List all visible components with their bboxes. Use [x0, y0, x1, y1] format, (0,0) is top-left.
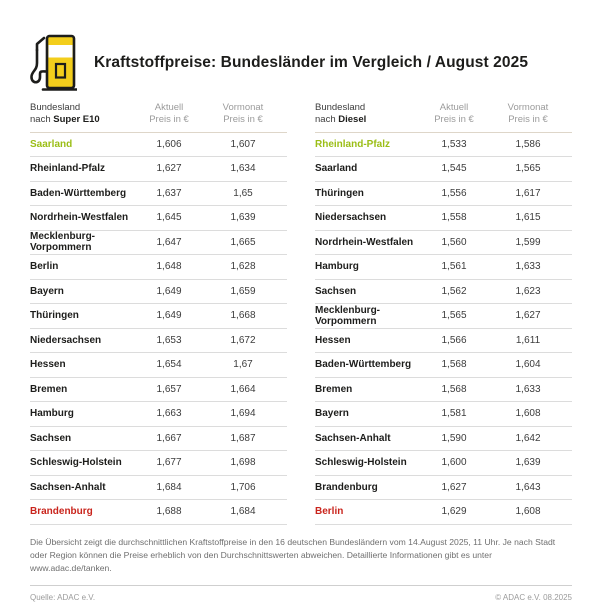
table-diesel: [315, 102, 572, 525]
state-name: Saarland: [30, 138, 73, 150]
column-header-bundesland: [315, 102, 422, 127]
state-name: Baden-Württemberg: [30, 187, 127, 199]
table-row: [315, 451, 572, 476]
table-row: [30, 402, 287, 427]
previous-price: 1,694: [230, 408, 256, 420]
current-price: 1,648: [156, 261, 182, 273]
current-price: 1,600: [441, 457, 467, 469]
table-row: [30, 378, 287, 403]
table-row: [30, 206, 287, 231]
table-row: [315, 231, 572, 256]
table-row: [30, 255, 287, 280]
current-price: 1,561: [441, 261, 467, 273]
current-price: 1,649: [156, 285, 182, 297]
current-price: 1,533: [441, 138, 467, 150]
previous-price: 1,633: [515, 383, 541, 395]
previous-price: 1,643: [515, 481, 541, 493]
state-name: Berlin: [30, 261, 59, 273]
previous-price: 1,665: [230, 236, 256, 248]
current-price: 1,556: [441, 187, 467, 199]
previous-price: 1,599: [515, 236, 541, 248]
previous-price: 1,628: [230, 261, 256, 273]
column-header-aktuell: Aktuell Preis in €: [434, 102, 474, 126]
column-header-vormonat: Vormonat Preis in €: [222, 102, 264, 126]
current-price: 1,560: [441, 236, 467, 248]
state-name: Schleswig-Holstein: [315, 457, 407, 469]
previous-price: 1,668: [230, 310, 256, 322]
state-name: Niedersachsen: [315, 212, 387, 224]
current-price: 1,565: [441, 310, 467, 322]
state-name: Sachsen-Anhalt: [30, 481, 106, 493]
previous-price: 1,607: [230, 138, 256, 150]
table-row: [30, 427, 287, 452]
previous-price: 1,565: [515, 163, 541, 175]
previous-price: 1,611: [515, 334, 541, 346]
current-price: 1,568: [441, 359, 467, 371]
table-row: [30, 329, 287, 354]
state-name: Sachsen: [315, 285, 357, 297]
previous-price: 1,604: [515, 359, 541, 371]
table-header: [315, 102, 572, 133]
table-row: [315, 157, 572, 182]
current-price: 1,667: [156, 432, 182, 444]
state-name: Nordrhein-Westfalen: [30, 212, 129, 224]
table-row: [30, 451, 287, 476]
prefix-label: nach: [315, 114, 336, 126]
previous-price: 1,633: [515, 261, 541, 273]
table-row: [30, 304, 287, 329]
previous-price: 1,642: [515, 432, 541, 444]
source-label: Quelle: ADAC e.V.: [30, 592, 96, 602]
table-row: [30, 476, 287, 501]
state-name: Bayern: [315, 408, 349, 420]
column-header-vormonat: Vormonat Preis in €: [507, 102, 549, 126]
group-label: Bundesland: [30, 102, 81, 113]
current-price: 1,627: [156, 163, 182, 175]
table-row: [315, 427, 572, 452]
state-name: Sachsen-Anhalt: [315, 432, 391, 444]
table-row: [315, 329, 572, 354]
table-row: [315, 476, 572, 501]
pump-display-band: [49, 45, 73, 58]
table-row: [315, 280, 572, 305]
table-row: [30, 133, 287, 158]
previous-price: 1,608: [515, 408, 541, 420]
copyright-label: © ADAC e.V. 08.2025: [495, 592, 572, 602]
current-price: 1,629: [441, 506, 467, 518]
page-title: Kraftstoffpreise: Bundesländer im Vergleich / August 2025: [94, 53, 529, 71]
previous-price: 1,615: [515, 212, 541, 224]
previous-price: 1,639: [230, 212, 256, 224]
table-row: [315, 353, 572, 378]
table-row: [30, 500, 287, 525]
current-price: 1,545: [441, 163, 467, 175]
state-name: Brandenburg: [30, 506, 93, 518]
bottom-bar: [30, 585, 572, 602]
table-row: [30, 157, 287, 182]
state-name: Thüringen: [315, 187, 364, 199]
state-name: Rheinland-Pfalz: [315, 138, 391, 150]
state-name: Hessen: [30, 359, 66, 371]
previous-price: 1,65: [233, 187, 253, 199]
table-row: [315, 255, 572, 280]
price-tables: [30, 102, 572, 525]
current-price: 1,606: [156, 138, 182, 150]
state-name: Bremen: [315, 383, 353, 395]
current-price: 1,688: [156, 506, 182, 518]
state-name: Sachsen: [30, 432, 72, 444]
table-row: [315, 402, 572, 427]
fuel-label: Super E10: [53, 114, 100, 126]
table-row: [315, 133, 572, 158]
state-name: Saarland: [315, 163, 358, 175]
current-price: 1,558: [441, 212, 467, 224]
state-name: Nordrhein-Westfalen: [315, 236, 414, 248]
current-price: 1,637: [156, 187, 182, 199]
previous-price: 1,672: [230, 334, 256, 346]
current-price: 1,627: [441, 481, 467, 493]
previous-price: 1,586: [515, 138, 541, 150]
current-price: 1,654: [156, 359, 182, 371]
current-price: 1,590: [441, 432, 467, 444]
previous-price: 1,617: [515, 187, 541, 199]
state-name: Berlin: [315, 506, 344, 518]
table-row: [30, 353, 287, 378]
state-name: Bremen: [30, 383, 68, 395]
current-price: 1,645: [156, 212, 182, 224]
previous-price: 1,698: [230, 457, 256, 469]
previous-price: 1,639: [515, 457, 541, 469]
current-price: 1,663: [156, 408, 182, 420]
current-price: 1,649: [156, 310, 182, 322]
current-price: 1,677: [156, 457, 182, 469]
state-name: Bayern: [30, 285, 64, 297]
previous-price: 1,687: [230, 432, 256, 444]
previous-price: 1,664: [230, 383, 256, 395]
table-super-e10: [30, 102, 287, 525]
pump-window: [56, 64, 65, 78]
previous-price: 1,659: [230, 285, 256, 297]
current-price: 1,568: [441, 383, 467, 395]
table-body: [315, 133, 572, 525]
fuel-pump-icon: [30, 34, 77, 92]
state-name: Brandenburg: [315, 481, 378, 493]
masthead: [30, 0, 572, 92]
previous-price: 1,67: [233, 359, 253, 371]
current-price: 1,581: [441, 408, 467, 420]
current-price: 1,566: [441, 334, 467, 346]
previous-price: 1,706: [230, 481, 256, 493]
state-name: Thüringen: [30, 310, 79, 322]
table-row: [315, 304, 572, 329]
column-header-aktuell: Aktuell Preis in €: [149, 102, 189, 126]
current-price: 1,647: [156, 236, 182, 248]
current-price: 1,657: [156, 383, 182, 395]
table-row: [315, 500, 572, 525]
state-name: Mecklenburg-Vorpommern: [30, 231, 96, 254]
previous-price: 1,623: [515, 285, 541, 297]
state-name: Hamburg: [315, 261, 359, 273]
state-name: Schleswig-Holstein: [30, 457, 122, 469]
previous-price: 1,608: [515, 506, 541, 518]
state-name: Baden-Württemberg: [315, 359, 412, 371]
table-row: [30, 182, 287, 207]
table-row: [30, 280, 287, 305]
previous-price: 1,684: [230, 506, 256, 518]
state-name: Niedersachsen: [30, 334, 102, 346]
state-name: Hamburg: [30, 408, 74, 420]
fuel-label: Diesel: [338, 114, 367, 126]
state-name: Hessen: [315, 334, 351, 346]
footnote-text: Die Übersicht zeigt die durchschnittlichen Kraftstoffpreise in den 16 deutschen Bundesländern vom 14.August 2025, 11 Uhr. Je nach Stadt oder Region können die Preise erheblich von den Durchschnittswerten abweichen. Detaillierte Informationen gibt es unter www.adac.de/tanken.: [30, 536, 556, 574]
table-row: [30, 231, 287, 256]
table-body: [30, 133, 287, 525]
table-header: [30, 102, 287, 133]
previous-price: 1,634: [230, 163, 256, 175]
group-label: Bundesland: [315, 102, 366, 113]
state-name: Mecklenburg-Vorpommern: [315, 304, 381, 327]
table-row: [315, 206, 572, 231]
table-row: [315, 182, 572, 207]
current-price: 1,653: [156, 334, 182, 346]
current-price: 1,684: [156, 481, 182, 493]
current-price: 1,562: [441, 285, 467, 297]
previous-price: 1,627: [515, 310, 541, 322]
column-header-bundesland: [30, 102, 137, 127]
prefix-label: nach: [30, 114, 51, 126]
state-name: Rheinland-Pfalz: [30, 163, 106, 175]
table-row: [315, 378, 572, 403]
